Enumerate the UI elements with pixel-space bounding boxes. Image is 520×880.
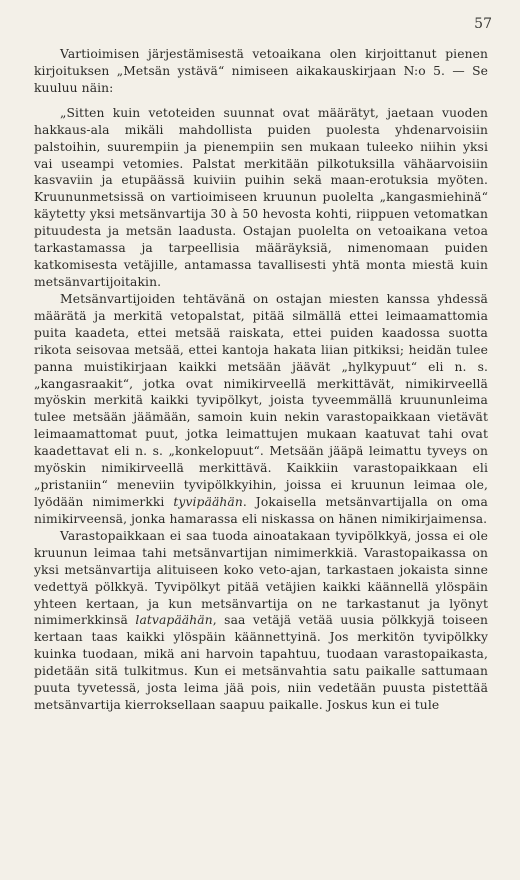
paragraph-text: Metsänvartijoiden tehtävänä on ostajan miesten kanssa yhdessä määrätä ja merkitä vetopalstat, pitää silmällä ettei leimaamattomia puita kaadeta, ettei metsää raiskata, ettei puiden kaadossa suotta rikota seisovaa metsää, ettei kantoja hakata liian pitkiksi; heidän tulee panna muistikirjaan kaikki metsään jäävät „hylkypuut“ eli n. s. „kangasraakit“, jotka ovat nimikirveellä merkittävät, nimikirveellä myöskin merkitä kaikki tyvipölkyt, joista tyveemmällä kruununleima tulee metsään jäämään, samoin kuin nekin varastopaikkaan vietävät leimaamattomat puut, jotka leimattujen mukaan kaatuvat tahi ovat kaadettavat eli n. s. „konkelopuut“. Metsään jääpä leimattu tyveys on myöskin nimikirveellä merkittävä. Kaikkiin varastopaikkaan eli „pristaniin“ meneviin tyvipölkkyihin, joissa ei kruunun leimaa ole, lyödään nimimerkki	[34, 291, 488, 509]
paragraph-text: Vartioimisen järjestämisestä vetoaikana olen kirjoittanut pienen kirjoituksen „Metsän ystävä“ nimiseen aikakauskirjaan N:o 5. — Se kuuluu näin:	[34, 47, 488, 95]
paragraph-text: . Jokaisella metsänvartijalla on oma nimikirveensä, jonka hamarassa eli niskassa on hänen nimikirjaimensa.	[34, 494, 488, 526]
italic-text: tyvipäähän	[173, 494, 243, 509]
paragraph	[34, 105, 488, 291]
paragraph-text: „Sitten kuin vetoteiden suunnat ovat määrätyt, jaetaan vuoden hakkaus-ala mikäli mahdollista puiden puolesta yhdenarvoisiin palstoihin, suurempiin ja pienempiin sen mukaan tuleeko niihin yksi vai useampi vetomies. Palstat merkitään pilkotuksilla vähäarvoisiin kasvaviin ja etupäässä kuiviin puihin sekä maan-erotuksia myöten. Kruununmetsissä on vartioimiseen kruunun puolelta „kangasmiehinä“ käytetty yksi metsänvartija 30 à 50 hevosta kohti, riippuen vetomatkan pituudesta ja metsän laadusta. Ostajan puolelta on vetoaikana vetoa tarkastamassa ja tarpeellisia määräyksiä, nimenomaan puiden katkomisesta vetäjille, antamassa tavallisesti yhtä monta miestä kuin metsänvartijoitakin.	[34, 105, 488, 289]
paragraph-text: Varastopaikkaan ei saa tuoda ainoatakaan tyvipölkkyä, jossa ei ole kruunun leimaa tahi metsänvartijan nimimerkkiä. Varastopaikassa on yksi metsänvartija alituiseen koko veto-ajan, tarkastaen jokaista sinne vedettyä pölkkyä. Tyvipölkyt pitää vetäjien kaikki käännellä ylöspäin yhteen kertaan, ja kun metsänvartija on ne tarkastanut ja lyönyt nimimerkkinsä	[34, 528, 488, 628]
italic-text: latvapäähän	[135, 613, 213, 628]
page-number: 57	[474, 16, 492, 32]
paragraph-text: , saa vetäjä vetää uusia pölkkyjä toiseen kertaan taas kaikki ylöspäin käännettyinä. Jos merkitön tyvipölkky kuinka tuodaan, mikä ani harvoin tapahtuu, tuodaan varastopaikasta, pidetään sitä tulkitmus. Kun ei metsänvahtia satu paikalle sattumaan puuta tyvetessä, josta leima jää pois, niin vedetään puusta pistettää metsänvartija kierroksellaan saapuu paikalle. Joskus kun ei tule	[34, 613, 488, 713]
body-text	[34, 46, 488, 714]
paragraph	[34, 46, 488, 97]
paragraph	[34, 528, 488, 714]
paragraph	[34, 291, 488, 528]
